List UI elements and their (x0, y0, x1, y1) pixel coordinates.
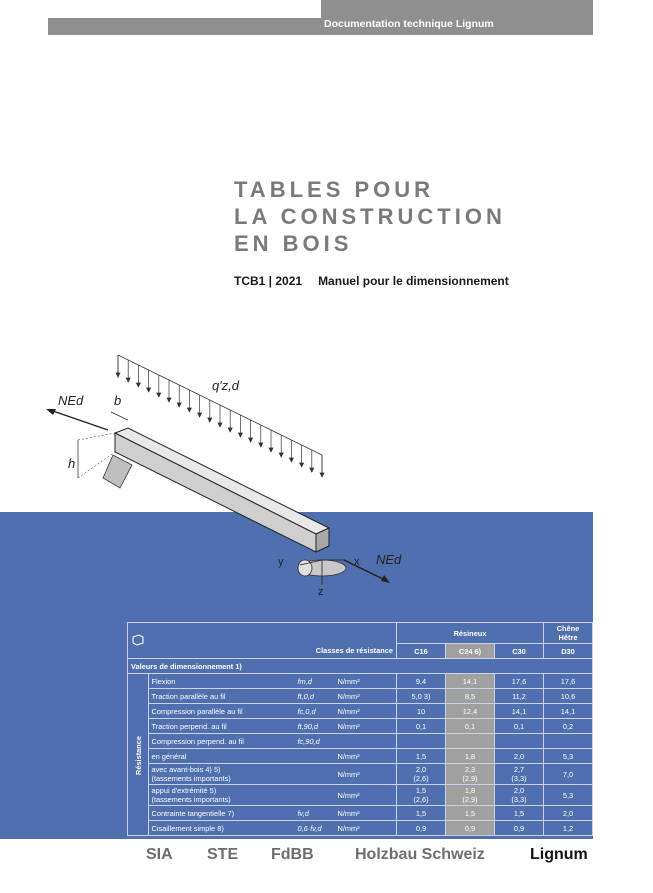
row-name: avec avant-bois 4) 5) (tassements importants) (148, 764, 295, 785)
table-row (128, 749, 593, 764)
row-unit: N/mm² (335, 704, 397, 719)
row-value (544, 734, 593, 749)
class-d30: D30 (544, 644, 593, 659)
group-resineux: Résineux (397, 623, 544, 644)
table-row (128, 719, 593, 734)
row-value: 17,6 (544, 674, 593, 689)
label-x: x (354, 556, 360, 568)
row-value: 2,0 (3,3) (495, 785, 544, 806)
table-row (128, 689, 593, 704)
table-row (128, 674, 593, 689)
logo-sia: SIA (146, 846, 173, 863)
row-unit: N/mm² (335, 719, 397, 734)
row-value: 14,1 (495, 704, 544, 719)
row-symbol (295, 764, 335, 785)
row-value: 5,0 3) (397, 689, 446, 704)
row-name: appui d'extrémité 5) (tassements importants) (148, 785, 295, 806)
row-symbol (295, 785, 335, 806)
row-unit: N/mm² (335, 764, 397, 785)
row-symbol: fc,90,d (295, 734, 335, 749)
table-row (128, 821, 593, 836)
row-value: 5,3 (544, 785, 593, 806)
row-value: 8,5 (446, 689, 495, 704)
row-symbol: 0,6·fv,d (295, 821, 335, 836)
row-symbol: ft,90,d (295, 719, 335, 734)
subtitle-text: Manuel pour le dimensionnement (318, 274, 509, 288)
title-line-1: TABLES POUR (234, 177, 435, 202)
row-value: 0,9 (397, 821, 446, 836)
row-name: Flexion (148, 674, 295, 689)
header-bar (48, 18, 593, 35)
row-value: 1,5 (495, 806, 544, 821)
row-unit: N/mm² (335, 689, 397, 704)
row-unit: N/mm² (335, 749, 397, 764)
row-value: 0,1 (397, 719, 446, 734)
row-value: 1,2 (544, 821, 593, 836)
logo-fdbb: FdBB (271, 846, 314, 863)
row-value (495, 734, 544, 749)
row-unit: N/mm² (335, 674, 397, 689)
row-value: 12,4 (446, 704, 495, 719)
row-value: 14,1 (446, 674, 495, 689)
row-value: 1,8 (446, 749, 495, 764)
table-row (128, 764, 593, 785)
row-unit: N/mm² (335, 821, 397, 836)
row-name: Traction perpend. au fil (148, 719, 295, 734)
label-q: q′z,d (212, 378, 240, 393)
label-ned-left: NEd (58, 393, 84, 408)
class-c16: C16 (397, 644, 446, 659)
group-chene: Chêne Hêtre (544, 623, 593, 644)
subtitle-code: TCB1 | 2021 (234, 274, 303, 288)
row-name: en général (148, 749, 295, 764)
row-name: Compression parallèle au fil (148, 704, 295, 719)
row-value: 7,0 (544, 764, 593, 785)
title-line-2: LA CONSTRUCTION (234, 204, 506, 229)
row-value: 9,4 (397, 674, 446, 689)
logo-lignum: Lignum (530, 846, 588, 863)
row-value: 5,3 (544, 749, 593, 764)
row-name: Compression perpend. au fil (148, 734, 295, 749)
row-value: 1,5 (446, 806, 495, 821)
label-ned-right: NEd (376, 552, 402, 567)
row-value: 14,1 (544, 704, 593, 719)
row-name: Traction parallèle au fil (148, 689, 295, 704)
row-value: 17,6 (495, 674, 544, 689)
side-label: Résistance (128, 674, 149, 836)
row-name: Contrainte tangentielle 7) (148, 806, 295, 821)
row-unit (335, 734, 397, 749)
row-symbol: fv,d (295, 806, 335, 821)
row-value: 2,0 (544, 806, 593, 821)
label-b: b (114, 393, 122, 408)
label-h: h (68, 456, 76, 471)
table-row (128, 734, 593, 749)
row-symbol: fc,0,d (295, 704, 335, 719)
row-value: 0,1 (495, 719, 544, 734)
row-value: 0,9 (495, 821, 544, 836)
row-name: Cisaillement simple 8) (148, 821, 295, 836)
row-value: 1,5 (397, 749, 446, 764)
row-value: 1,5 (397, 806, 446, 821)
row-value: 2,0 (495, 749, 544, 764)
subtitle (234, 274, 509, 288)
row-value (446, 734, 495, 749)
row-symbol (295, 749, 335, 764)
row-value: 10 (397, 704, 446, 719)
section-label: Valeurs de dimensionnement 1) (128, 659, 593, 674)
row-value: 10,6 (544, 689, 593, 704)
row-value: 1,5 (2,6) (397, 785, 446, 806)
logo-holzbau: Holzbau Schweiz (355, 846, 485, 863)
row-value: 2,3 (2,9) (446, 764, 495, 785)
class-c24: C24 6) (446, 644, 495, 659)
classes-label: Classes de résistance (148, 644, 397, 659)
row-value (397, 734, 446, 749)
table-row (128, 704, 593, 719)
resistance-table (127, 622, 593, 839)
row-value: 2,0 (2,6) (397, 764, 446, 785)
row-value: 2,7 (3,3) (495, 764, 544, 785)
row-value: 1,8 (2,9) (446, 785, 495, 806)
row-symbol: fm,d (295, 674, 335, 689)
logo-ste: STE (207, 846, 239, 863)
row-unit: N/mm² (335, 806, 397, 821)
label-z: z (318, 586, 324, 598)
header-text: Documentation technique Lignum (324, 18, 494, 30)
page-title (234, 176, 506, 257)
label-y: y (278, 556, 284, 568)
row-value: 0,9 (446, 821, 495, 836)
title-line-3: EN BOIS (234, 231, 353, 256)
beam-illustration (0, 340, 420, 610)
row-unit: N/mm² (335, 785, 397, 806)
table-row (128, 785, 593, 806)
class-c30: C30 (495, 644, 544, 659)
table-row (128, 806, 593, 821)
table-corner-icon (128, 623, 149, 659)
row-value: 0,2 (544, 719, 593, 734)
row-value: 11,2 (495, 689, 544, 704)
row-value: 0,1 (446, 719, 495, 734)
row-symbol: ft,0,d (295, 689, 335, 704)
